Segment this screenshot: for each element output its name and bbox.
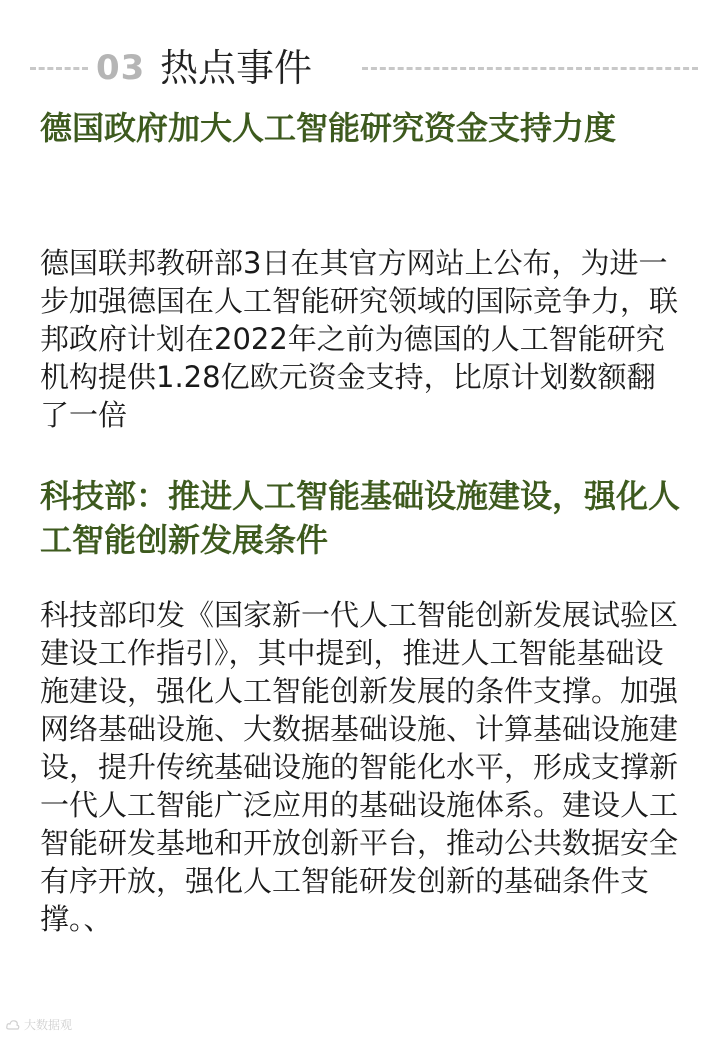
article-body-1: 德国联邦教研部3日在其官方网站上公布，为进一步加强德国在人工智能研究领域的国际竞争力，联邦政府计划在2022年之前为德国的人工智能研究机构提供1.28亿欧元资金支持，比原计划数额翻了一倍 [40,246,679,432]
divider-left [30,67,88,70]
section-title: 热点事件 [160,46,313,90]
section-header [0,44,720,92]
article-heading-1: 德国政府加大人工智能研究资金支持力度 [40,109,617,147]
article-heading-2: 科技部：推进人工智能基础设施建设，强化人工智能创新发展条件 [40,477,681,559]
article-body-2: 科技部印发《国家新一代人工智能创新发展试验区建设工作指引》，其中提到，推进人工智能基础设施建设，强化人工智能创新发展的条件支撑。加强网络基础设施、大数据基础设施、计算基础设施建设，提升传统基础设施的智能化水平，形成支撑新一代人工智能广泛应用的基础设施体系。建设人工智能研发基地和开放创新平台，推动公共数据安全有序开放，强化人工智能研发创新的基础条件支撑。、 [40,598,679,936]
watermark-text: 大数据观 [24,1018,73,1032]
watermark [6,1016,72,1033]
cloud-logo-icon [6,1019,20,1031]
section-number: 03 [96,48,146,88]
divider-right [362,67,698,70]
